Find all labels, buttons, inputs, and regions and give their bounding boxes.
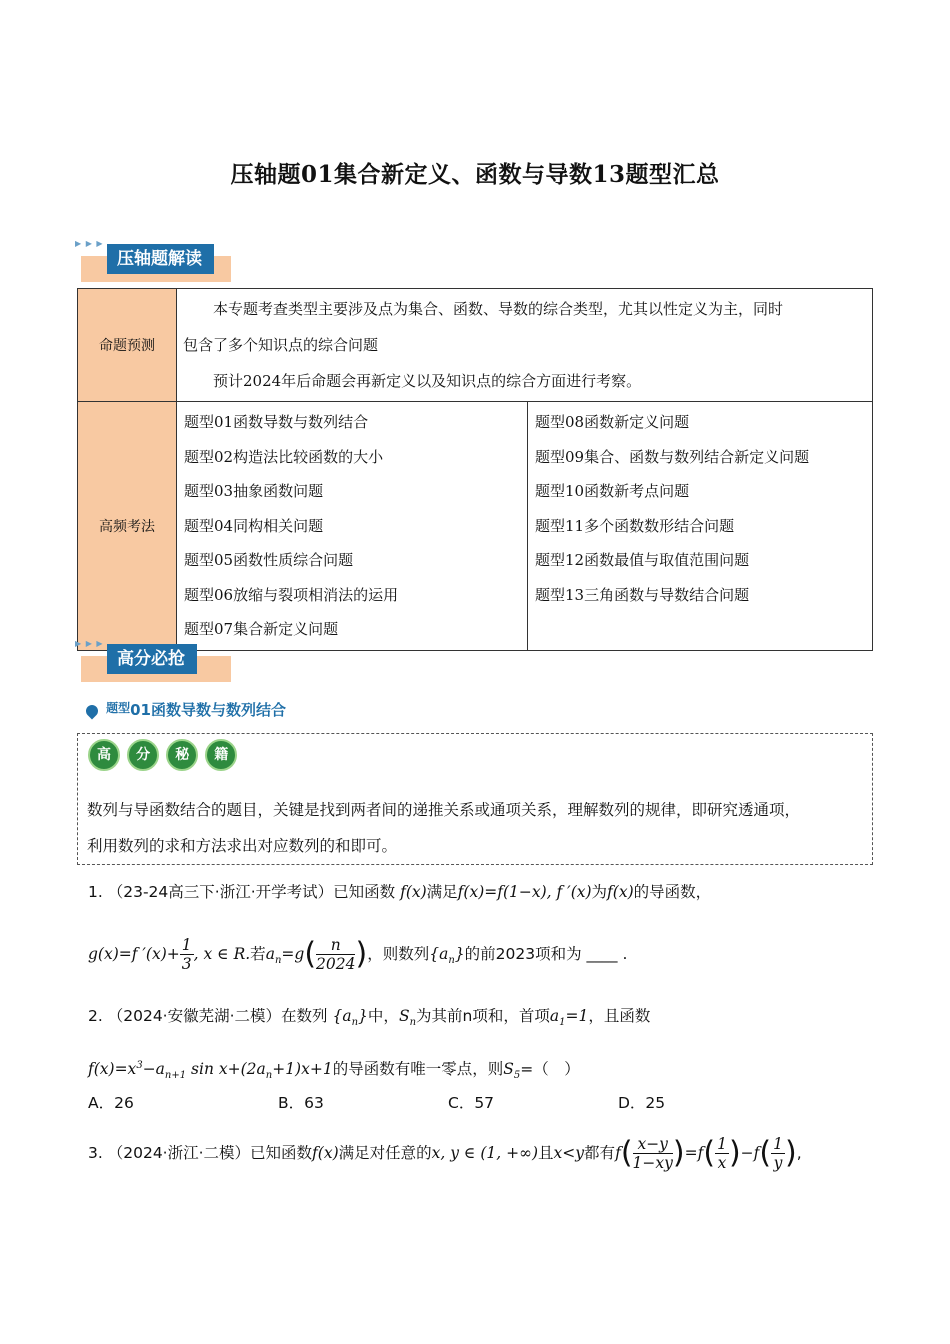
list-item: 题型08函数新定义问题 xyxy=(535,413,690,431)
pin-icon xyxy=(84,702,101,719)
answer-blank: ____ xyxy=(586,945,618,963)
list-item: 题型11多个函数数形结合问题 xyxy=(535,516,735,535)
list-item: 题型12函数最值与取值范围问题 xyxy=(535,551,750,569)
question-1-line2: g(x)=f ′(x)+ $\frac{1}{3}$ , x ∈ R.若$a_n=g$( $\frac{n}{2024}$ )，则数列$\{a_n\}$的前2023项和为 ____ . xyxy=(88,936,628,973)
section-title: 01函数导数与数列结合 xyxy=(130,701,286,719)
list-item: 题型06放缩与裂项相消法的运用 xyxy=(184,585,399,604)
list-item: 题型03抽象函数问题 xyxy=(184,482,324,500)
question-2-line1: 2. （2024·安徽芜湖·二模）在数列 $\{a_n\}$中，$S_n$为其前n项和，首项$a_1=1$，且函数 xyxy=(88,1007,651,1029)
arrow-decoration-icon: ▶ ▶ ▶ xyxy=(75,239,104,248)
banner-label: 高分必抢 xyxy=(107,644,197,674)
tips-line: 数列与导函数结合的题目，关键是找到两者间的递推关系或通项关系，理解数列的规律，即研究透通项， xyxy=(87,801,801,819)
badge-char: 分 xyxy=(127,739,159,771)
list-item: 题型01函数导数与数列结合 xyxy=(184,413,369,431)
list-item: 题型05函数性质综合问题 xyxy=(184,551,354,569)
topic-list-right xyxy=(529,403,871,614)
prediction-line: 本专题考查类型主要涉及点为集合、函数、导数的综合类型，尤其以性定义为主，同时 xyxy=(213,300,784,318)
question-2-line2: $f(x)=x^3-a_{n+1}$ $\sin x+(2a_n+1)x+1$的导函数有唯一零点，则$S_5=$（ ） xyxy=(88,1060,580,1082)
option-b[interactable]: B．63 xyxy=(278,1094,324,1112)
tips-badge xyxy=(88,739,239,771)
option-d[interactable]: D．25 xyxy=(618,1094,666,1112)
list-item: 题型07集合新定义问题 xyxy=(184,620,339,638)
question-3-line1: 3. （2024·浙江·二模）已知函数f(x)满足对任意的x, y ∈ (1, +∞)且x<y都有f( $\frac{x-y}{1-xy}$ )=f( $\frac{1}{x}$ )−f( $\frac{1}{y}$ ), xyxy=(88,1135,802,1172)
option-a[interactable]: A．26 xyxy=(88,1094,134,1112)
section-prefix: 题型 xyxy=(106,701,131,715)
row-label: 高频考法 xyxy=(78,402,177,651)
tips-line: 利用数列的求和方法求出对应数列的和即可。 xyxy=(87,837,398,855)
tips-box xyxy=(77,733,873,865)
section-heading xyxy=(86,699,286,720)
option-c[interactable]: C．57 xyxy=(448,1094,495,1112)
prediction-line: 预计2024年后命题会再新定义以及知识点的综合方面进行考察。 xyxy=(213,372,642,390)
list-item: 题型09集合、函数与数列结合新定义问题 xyxy=(535,447,810,466)
section-banner xyxy=(75,639,275,682)
section-banner xyxy=(75,239,275,282)
prediction-line: 包含了多个知识点的综合问题 xyxy=(183,336,379,354)
list-item: 题型10函数新考点问题 xyxy=(535,482,690,500)
question-1-line1: 1. （23-24高三下·浙江·开学考试）已知函数 f(x)满足f(x)=f(1−x), f ′(x)为f(x)的导函数， xyxy=(88,883,712,901)
badge-char: 秘 xyxy=(166,739,198,771)
page-title: 压轴题01集合新定义、函数与导数13题型汇总 xyxy=(230,161,720,188)
row-label: 命题预测 xyxy=(78,289,177,402)
topic-list-left xyxy=(178,403,526,649)
list-item: 题型04同构相关问题 xyxy=(184,516,324,535)
list-item: 题型02构造法比较函数的大小 xyxy=(184,447,384,466)
arrow-decoration-icon: ▶ ▶ ▶ xyxy=(75,639,104,648)
list-item: 题型13三角函数与导数结合问题 xyxy=(535,585,750,604)
banner-label: 压轴题解读 xyxy=(107,244,214,274)
info-table xyxy=(77,288,873,651)
badge-char: 籍 xyxy=(205,739,237,771)
badge-char: 高 xyxy=(88,739,120,771)
